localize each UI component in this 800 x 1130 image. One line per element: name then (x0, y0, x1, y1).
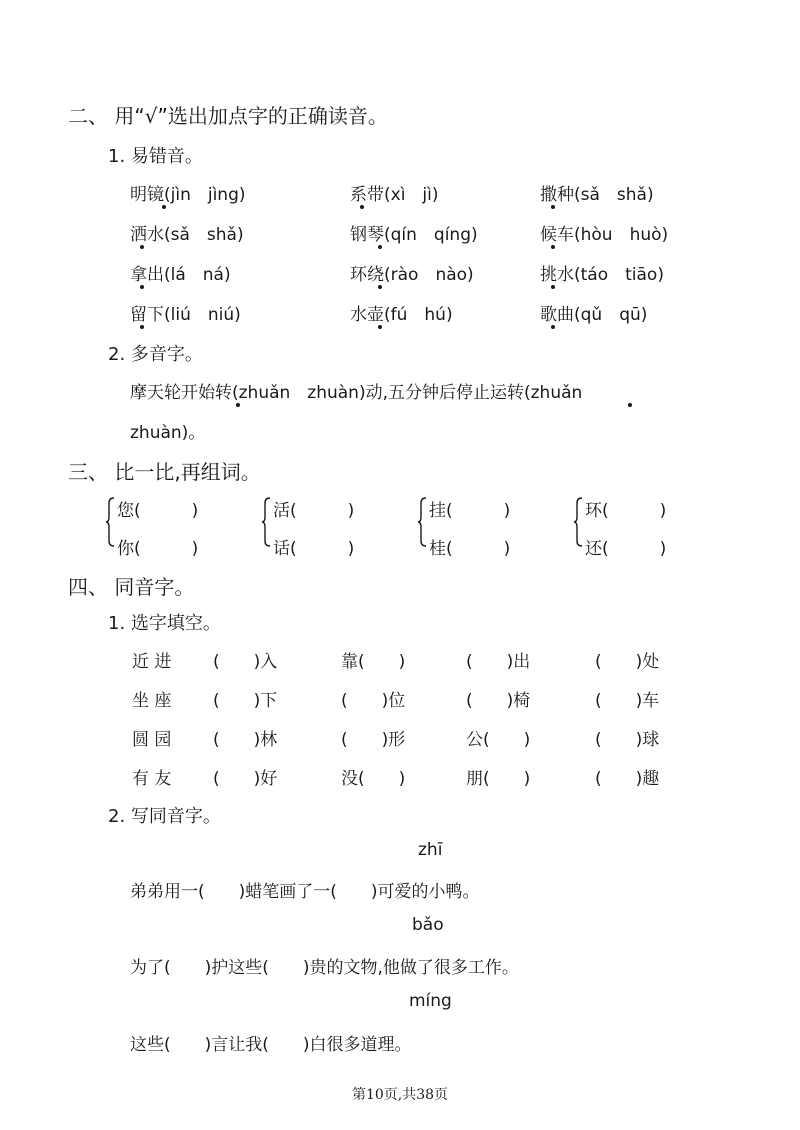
fill-blank: 靠( ) (341, 652, 406, 672)
item-houche: 候车(hòu huò) (540, 225, 669, 245)
compare-word-gui: 桂( ) (429, 539, 511, 559)
fill-blank: ( )趣 (595, 769, 660, 789)
fill-row-1-chars: 近 进 (132, 652, 172, 672)
left-brace-icon (573, 497, 583, 547)
pinyin-bao: bǎo (412, 915, 444, 935)
fill-blank: ( )形 (341, 730, 406, 750)
compare-word-gua: 挂( ) (429, 501, 511, 521)
polyphone-sentence-line-1: 摩天轮开始转(zhuǎn zhuàn)动,五分钟后停止运转(zhuǎn (130, 383, 583, 403)
subsection-2-2-title: 2. 多音字。 (108, 344, 203, 365)
emphasis-dot (140, 245, 144, 249)
emphasis-dot (378, 245, 382, 249)
item-tiaoshui: 挑水(táo tiāo) (540, 265, 664, 285)
fill-blank: ( )出 (466, 652, 531, 672)
fill-row-3-chars: 圆 园 (132, 730, 172, 750)
item-gequ: 歌曲(qǔ qū) (540, 305, 648, 325)
section-4-title: 四、 同音字。 (68, 575, 195, 599)
emphasis-dot (236, 403, 240, 407)
emphasis-dot (551, 205, 555, 209)
emphasis-dot (162, 205, 166, 209)
emphasis-dot (360, 205, 364, 209)
page-number: 第10页,共38页 (351, 1087, 449, 1103)
item-huanrao: 环绕(rào nào) (350, 265, 474, 285)
subsection-4-1-title: 1. 选字填空。 (108, 613, 221, 634)
fill-blank: ( )好 (213, 769, 278, 789)
compare-word-hua: 话( ) (273, 539, 355, 559)
fill-row-2-chars: 坐 座 (132, 691, 172, 711)
subsection-4-2-title: 2. 写同音字。 (108, 806, 221, 827)
fill-blank: ( )位 (341, 691, 406, 711)
pinyin-zhi: zhī (418, 840, 443, 860)
fill-blank: ( )球 (595, 730, 660, 750)
fill-blank: ( )处 (595, 652, 660, 672)
item-gangqin: 钢琴(qín qíng) (350, 225, 478, 245)
emphasis-dot (378, 285, 382, 289)
left-brace-icon (261, 497, 271, 547)
emphasis-dot (551, 285, 555, 289)
emphasis-dot (140, 325, 144, 329)
compare-word-huan: 环( ) (585, 501, 667, 521)
item-mingjing: 明镜(jìn jìng) (130, 185, 246, 205)
emphasis-dot (551, 245, 555, 249)
fill-blank: ( )下 (213, 691, 278, 711)
fill-blank: 没( ) (341, 769, 406, 789)
emphasis-dot (378, 325, 382, 329)
homophone-sentence-3: 这些( )言让我( )白很多道理。 (130, 1035, 412, 1055)
fill-blank: ( )入 (213, 652, 278, 672)
fill-blank: ( )椅 (466, 691, 531, 711)
left-brace-icon (417, 497, 427, 547)
item-sashui: 洒水(sǎ shǎ) (130, 225, 244, 245)
emphasis-dot (628, 403, 632, 407)
item-shuihu: 水壶(fú hú) (350, 305, 453, 325)
section-2-title: 二、 用“√”选出加点字的正确读音。 (68, 104, 388, 128)
fill-row-4-chars: 有 友 (132, 769, 172, 789)
compare-word-nin: 您( ) (117, 501, 199, 521)
homophone-sentence-2: 为了( )护这些( )贵的文物,他做了很多工作。 (130, 958, 519, 978)
fill-blank: 公( ) (466, 730, 531, 750)
compare-word-hai: 还( ) (585, 539, 667, 559)
subsection-2-1-title: 1. 易错音。 (108, 146, 203, 167)
polyphone-sentence-line-2: zhuàn)。 (130, 423, 206, 443)
item-xidai: 系带(xì jì) (350, 185, 439, 205)
homophone-sentence-1: 弟弟用一( )蜡笔画了一( )可爱的小鸭。 (130, 882, 480, 902)
emphasis-dot (551, 325, 555, 329)
item-liuxia: 留下(liú niú) (130, 305, 241, 325)
compare-word-ni: 你( ) (117, 539, 199, 559)
left-brace-icon (105, 497, 115, 547)
compare-word-huo: 活( ) (273, 501, 355, 521)
section-3-title: 三、 比一比,再组词。 (68, 460, 261, 484)
item-sazhong: 撒种(sǎ shǎ) (540, 185, 654, 205)
pinyin-ming: míng (409, 991, 452, 1011)
item-nachu: 拿出(lá ná) (130, 265, 231, 285)
fill-blank: 朋( ) (466, 769, 531, 789)
fill-blank: ( )车 (595, 691, 660, 711)
emphasis-dot (140, 285, 144, 289)
fill-blank: ( )林 (213, 730, 278, 750)
